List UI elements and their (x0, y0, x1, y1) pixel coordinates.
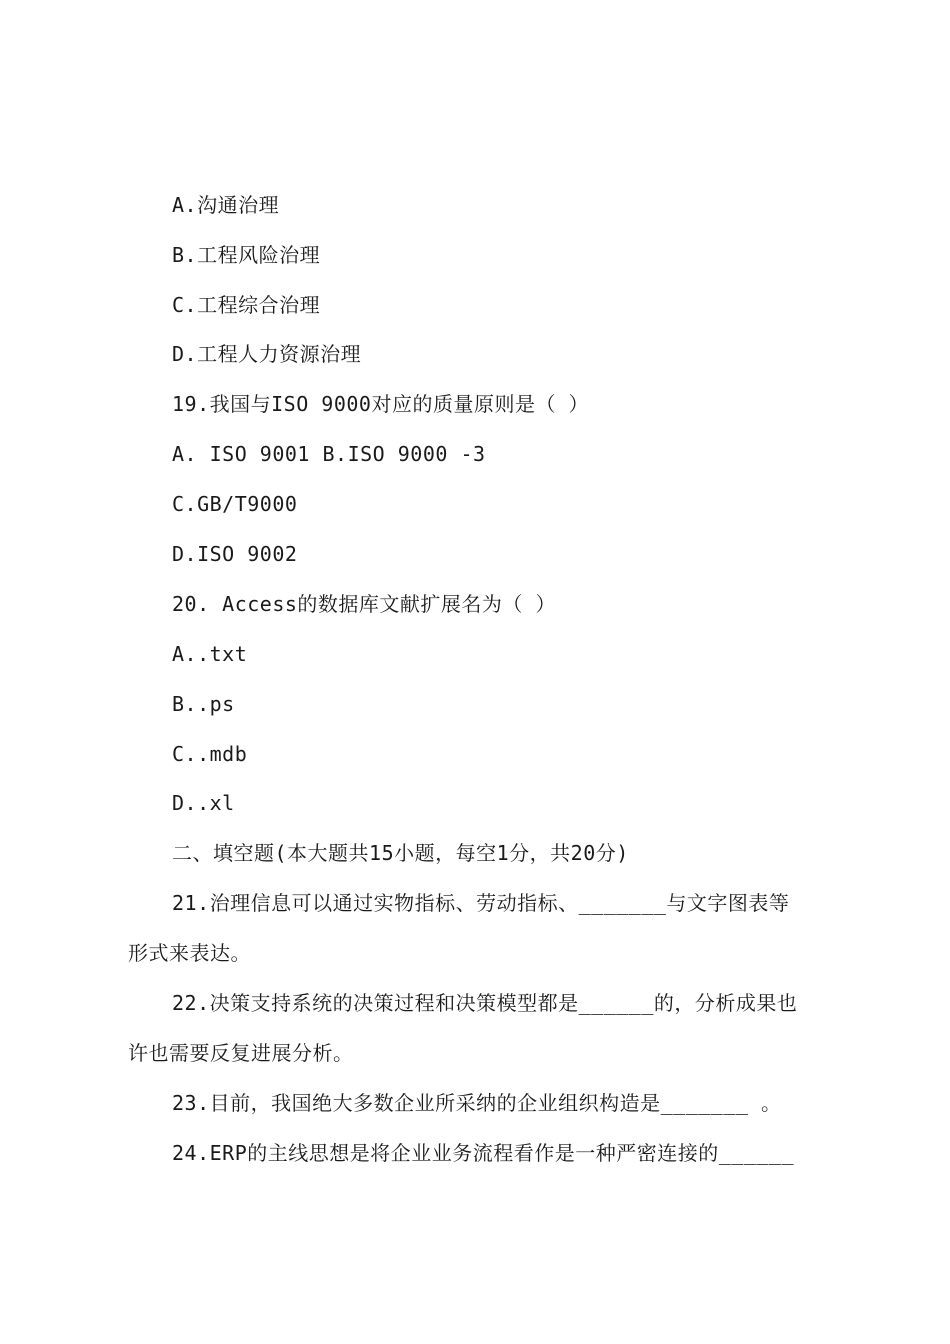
question-21-line-1: 21.治理信息可以通过实物指标、劳动指标、_______与文字图表等 (172, 891, 790, 915)
option-c-integration: C.工程综合治理 (172, 293, 321, 317)
question-20: 20. Access的数据库文献扩展名为（ ） (172, 592, 556, 616)
question-19: 19.我国与ISO 9000对应的质量原则是（ ） (172, 392, 589, 416)
option-a-communication: A.沟通治理 (172, 193, 280, 217)
question-19-option-c: C.GB/T9000 (172, 492, 298, 516)
question-19-options-ab: A. ISO 9001 B.ISO 9000 -3 (172, 442, 486, 466)
question-20-option-b: B..ps (172, 692, 235, 716)
question-21-line-2: 形式来表达。 (128, 941, 251, 965)
option-d-human-resources: D.工程人力资源治理 (172, 342, 362, 366)
question-20-option-c: C..mdb (172, 742, 248, 766)
question-22-line-2: 许也需要反复进展分析。 (128, 1041, 354, 1065)
option-b-risk: B.工程风险治理 (172, 243, 321, 267)
question-20-option-a: A..txt (172, 642, 248, 666)
question-20-option-d: D..xl (172, 791, 235, 815)
question-19-option-d: D.ISO 9002 (172, 542, 298, 566)
question-23: 23.目前，我国绝大多数企业所采纳的企业组织构造是_______ 。 (172, 1091, 782, 1115)
question-24: 24.ERP的主线思想是将企业业务流程看作是一种严密连接的______ (172, 1141, 794, 1165)
section-heading-fill-in: 二、填空题(本大题共15小题，每空1分，共20分) (172, 841, 629, 865)
question-22-line-1: 22.决策支持系统的决策过程和决策模型都是______的，分析成果也 (172, 991, 798, 1015)
